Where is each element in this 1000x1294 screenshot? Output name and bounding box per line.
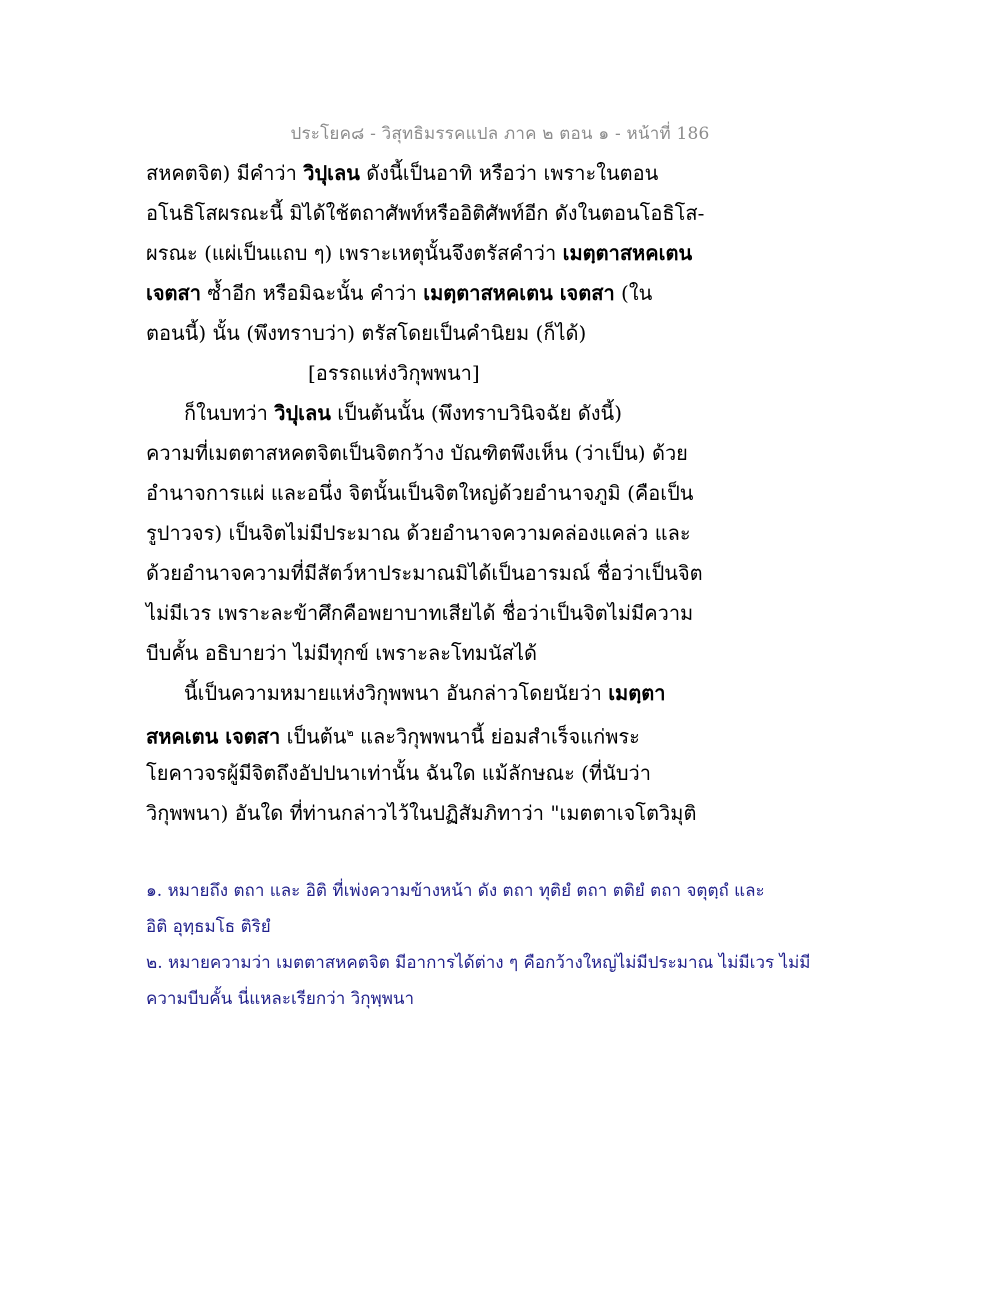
pali-term: วิปุเลน [303,161,360,185]
body-line [146,793,706,833]
text-segment: ดังนี้เป็นอาทิ หรือว่า เพราะในตอน [359,161,659,185]
body-line [146,313,706,353]
pali-term: เมตฺตา [608,681,666,705]
text-segment: ความที่เมตตาสหคตจิตเป็นจิตกว้าง บัณฑิตพึงเห็น (ว่าเป็น) ด้วย [146,441,688,465]
text-segment: อโนธิโสผรณะนี้ มิได้ใช้ตถาศัพท์หรืออิติศัพท์อีก ดังในตอนโอธิโส- [146,201,705,225]
body-line [146,633,706,673]
footnote-line: อิติ อุทฺธมโธ ติริยํ [146,917,271,937]
pali-term: เมตฺตาสหคเตน [562,241,693,265]
footnote-line: ความบีบคั้น นี่แหละเรียกว่า วิกุพฺพนา [146,989,415,1009]
footnotes [146,873,836,1017]
text-segment: ผรณะ (แผ่เป็นแถบ ๆ) เพราะเหตุนั้นจึงตรัสคำว่า [146,241,563,265]
text-segment: เป็นต้นนั้น (พึงทราบวินิจฉัย ดังนี้) [330,401,623,425]
body-line [146,513,706,553]
text-segment: อำนาจการแผ่ และอนึ่ง จิตนั้นเป็นจิตใหญ่ด้วยอำนาจภูมิ (คือเป็น [146,481,694,505]
pali-term: เมตฺตาสหคเตน เจตสา [423,281,615,305]
text-segment: ไม่มีเวร เพราะละข้าศึกคือพยาบาทเสียได้ ชื่อว่าเป็นจิตไม่มีความ [146,601,694,625]
body-line [146,753,706,793]
body-line [146,233,706,273]
body-line [146,473,706,513]
text-segment: โยคาวจรผู้มีจิตถึงอัปปนาเท่านั้น ฉันใด แม้ลักษณะ (ที่นับว่า [146,761,651,785]
body-line [146,593,706,633]
body-line [146,393,706,433]
text-segment: วิกุพพนา) อันใด ที่ท่านกล่าวไว้ในปฏิสัมภิทาว่า "เมตตาเจโตวิมุติ [146,801,697,825]
text-segment: รูปาวจร) เป็นจิตไม่มีประมาณ ด้วยอำนาจความคล่องแคล่ว และ [146,521,691,545]
text-segment: (ใน [614,281,653,305]
text-segment: ซ้ำอีก หรือมิฉะนั้น คำว่า [200,281,424,305]
footnote-line: ๑. หมายถึง ตถา และ อิติ ที่เพ่งความข้างหน้า ดัง ตถา ทุติยํ ตถา ตติยํ ตถา จตุตฺถํ และ [146,881,765,901]
text-segment: นี้เป็นความหมายแห่งวิกุพพนา อันกล่าวโดยนัยว่า [184,681,609,705]
text-segment: ตอนนี้) นั้น (พึงทราบว่า) ตรัสโดยเป็นคำนิยม (ก็ได้) [146,321,587,345]
body-line [146,553,706,593]
footnote-line: ๒. หมายความว่า เมตตาสหคตจิต มีอาการได้ต่าง ๆ คือกว้างใหญ่ไม่มีประมาณ ไม่มีเวร ไม่มี [146,953,811,973]
text-segment: ก็ในบทว่า [184,401,275,425]
body-line [146,193,706,233]
text-segment: [อรรถแห่งวิกุพพนา] [308,361,480,385]
text-segment: สหคตจิต) มีคำว่า [146,161,304,185]
body-line [146,713,706,753]
text-segment: ด้วยอำนาจความที่มีสัตว์หาประมาณมิได้เป็นอารมณ์ ชื่อว่าเป็นจิต [146,561,703,585]
pali-term: เจตสา [146,281,201,305]
text-segment: บีบคั้น อธิบายว่า ไม่มีทุกข์ เพราะละโทมนัสได้ [146,641,537,665]
footnote-marker: ๒ [346,726,354,739]
body-text [146,153,706,833]
pali-term: วิปุเลน [274,401,331,425]
body-line [146,433,706,473]
body-line [146,153,706,193]
body-line [146,673,706,713]
running-header: ประโยค๘ - วิสุทธิมรรคแปล ภาค ๒ ตอน ๑ - หน้าที่ 186 [290,124,710,144]
pali-term: สหคเตน เจตสา [146,724,281,749]
body-line [146,273,706,313]
text-segment: และวิกุพพนานี้ ย่อมสำเร็จแก่พระ [353,724,640,749]
section-heading [146,353,706,393]
text-segment: เป็นต้น [280,724,347,749]
